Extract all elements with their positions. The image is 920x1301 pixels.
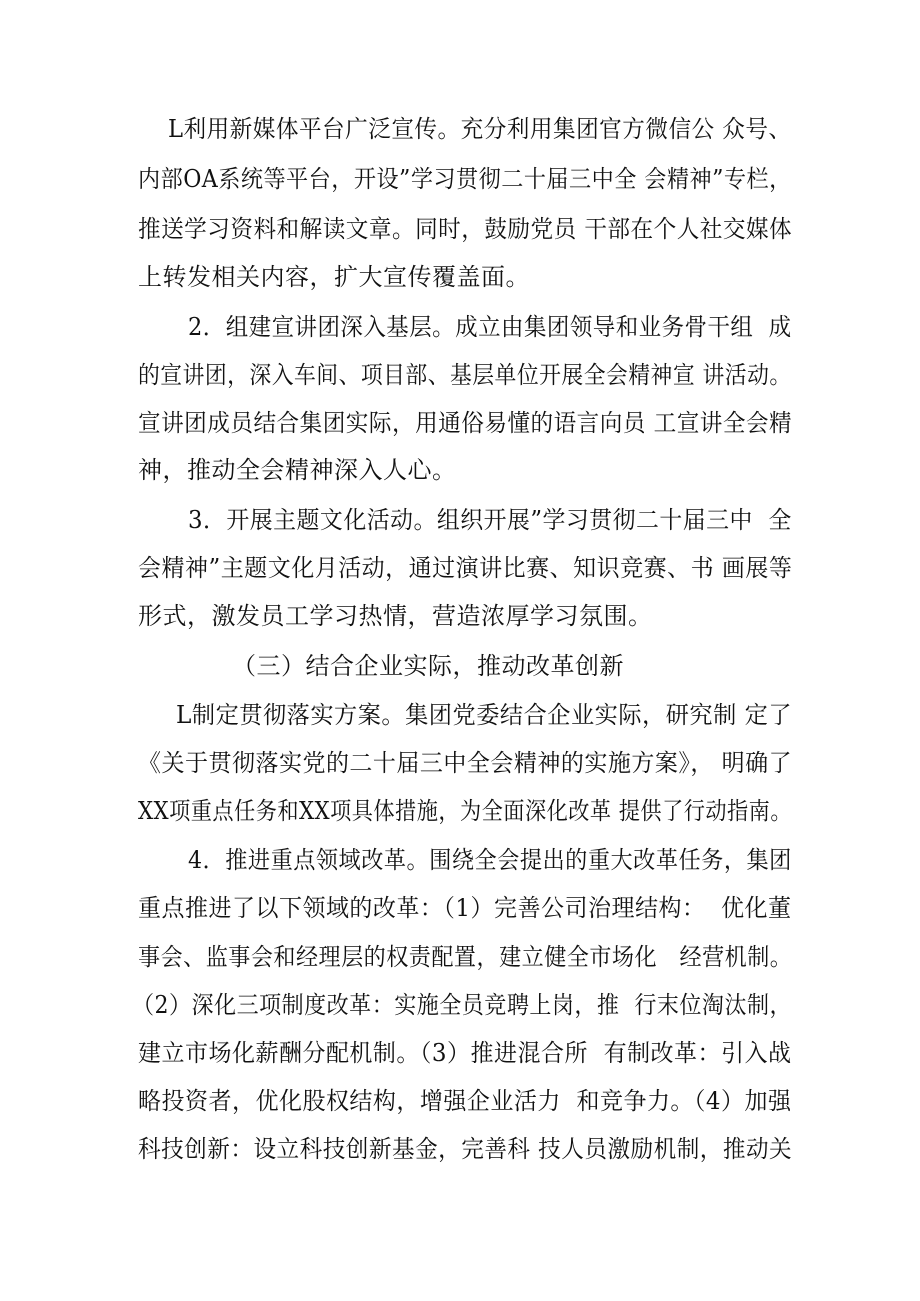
paragraph-2-line-1: 2．组建宣讲团深入基层。成立由集团领导和业务骨干组 成	[188, 313, 792, 341]
paragraph-5-line-6: 略投资者，优化股权结构，增强企业活力 和竞争力。（4）加强	[138, 1087, 792, 1115]
paragraph-1-line-3: 推送学习资料和解读文章。同时，鼓励党员 干部在个人社交媒体	[138, 215, 793, 243]
paragraph-5-line-1: 4．推进重点领域改革。围绕全会提出的重大改革任务，集团	[188, 846, 792, 874]
paragraph-1-line-2: 内部OA系统等平台，开设”学习贯彻二十届三中全 会精神”专栏，	[138, 165, 792, 193]
paragraph-4-line-3: XX项重点任务和XX项具体措施，为全面深化改革 提供了行动指南。	[138, 797, 792, 825]
paragraph-4-line-1: L制定贯彻落实方案。集团党委结合企业实际，研究制 定了	[176, 701, 793, 729]
paragraph-3-line-1: 3．开展主题文化活动。组织开展”学习贯彻二十届三中 全	[188, 506, 792, 534]
paragraph-3-line-3: 形式，激发员工学习热情，营造浓厚学习氛围。	[138, 602, 653, 630]
paragraph-3-line-2: 会精神”主题文化月活动，通过演讲比赛、知识竞赛、书 画展等	[138, 554, 793, 582]
paragraph-5-line-4: （2）深化三项制度改革：实施全员竞聘上岗，推 行末位淘汰制，	[132, 991, 793, 1019]
paragraph-2-line-3: 宣讲团成员结合集团实际，用通俗易懂的语言向员 工宣讲全会精	[138, 409, 793, 437]
paragraph-1-line-1: L利用新媒体平台广泛宣传。充分利用集团官方微信公 众号、	[168, 115, 792, 143]
paragraph-2-line-4: 神，推动全会精神深入人心。	[138, 456, 457, 484]
paragraph-5-line-5: 建立市场化薪酬分配机制。（3）推进混合所 有制改革：引入战	[138, 1039, 792, 1067]
section-heading: （三）结合企业实际，推动改革创新	[232, 652, 624, 680]
paragraph-5-line-2: 重点推进了以下领域的改革：（1）完善公司治理结构： 优化董	[138, 894, 792, 922]
paragraph-5-line-7: 科技创新：设立科技创新基金，完善科 技人员激励机制，推动关	[138, 1135, 793, 1163]
paragraph-5-line-3: 事会、监事会和经理层的权责配置，建立健全市场化 经营机制。	[138, 943, 793, 971]
paragraph-1-line-4: 上转发相关内容，扩大宣传覆盖面。	[138, 263, 530, 291]
paragraph-4-line-2: 《关于贯彻落实党的二十届三中全会精神的实施方案》， 明确了	[138, 749, 793, 777]
paragraph-2-line-2: 的宣讲团，深入车间、项目部、基层单位开展全会精神宣 讲活动。	[138, 361, 792, 389]
